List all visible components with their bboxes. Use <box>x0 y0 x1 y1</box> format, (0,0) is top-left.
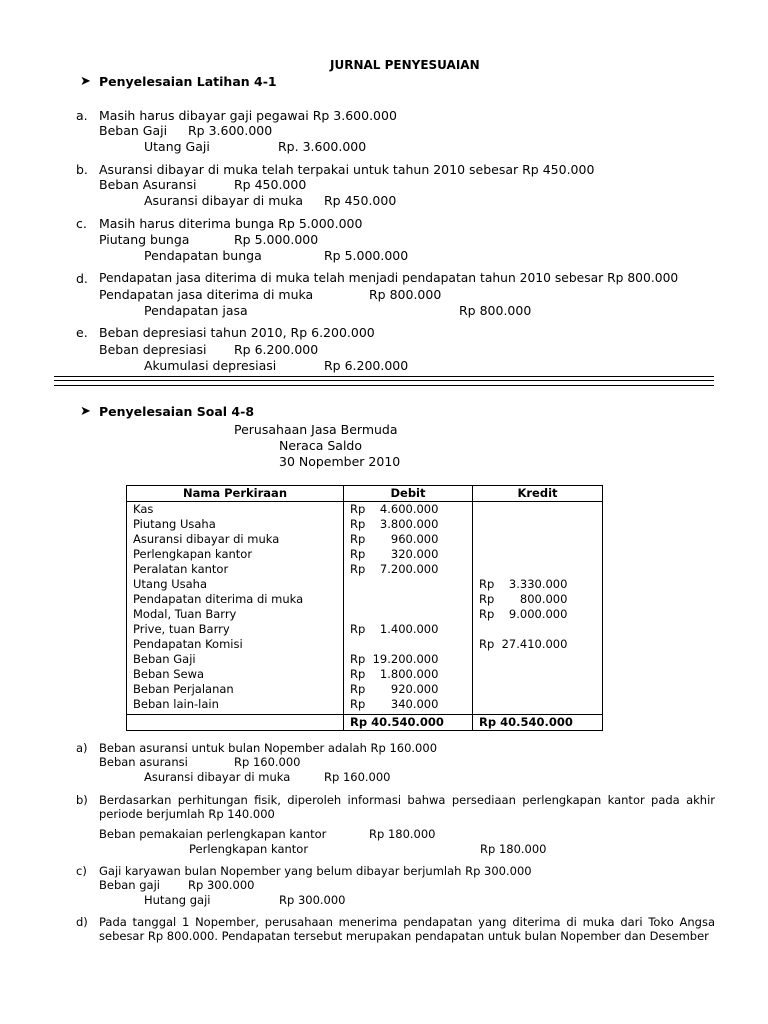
debit-cell: Rp 1.800.000 <box>344 667 473 682</box>
item-text: Masih harus diterima bunga Rp 5.000.000 <box>99 216 363 231</box>
credit-account: Pendapatan bunga <box>144 248 262 263</box>
credit-amount: Rp 300.000 <box>279 893 346 907</box>
item-letter: b. <box>76 162 88 177</box>
debit-amount: Rp 160.000 <box>234 755 301 769</box>
debit-cell: Rp 3.800.000 <box>344 517 473 532</box>
credit-account: Akumulasi depresiasi <box>144 358 277 373</box>
item-letter: d. <box>76 271 88 286</box>
debit-cell: Rp 19.200.000 <box>344 652 473 667</box>
credit-account: Pendapatan jasa <box>144 303 248 318</box>
table-row <box>127 502 603 518</box>
item-text: Masih harus dibayar gaji pegawai Rp 3.600.000 <box>99 108 397 123</box>
item-text: Beban depresiasi tahun 2010, Rp 6.200.000 <box>99 325 375 340</box>
table-row <box>127 697 603 715</box>
debit-account: Beban asuransi <box>99 755 188 769</box>
column-header: Debit <box>344 486 473 502</box>
credit-cell <box>473 622 603 637</box>
item-letter: a) <box>76 741 88 755</box>
debit-account: Beban pemakaian perlengkapan kantor <box>99 827 327 841</box>
debit-cell: Rp 7.200.000 <box>344 562 473 577</box>
item-letter: c. <box>76 216 87 231</box>
item-text: Beban asuransi untuk bulan Nopember adalah Rp 160.000 <box>99 741 438 755</box>
table-row <box>127 562 603 577</box>
credit-account: Hutang gaji <box>144 893 211 907</box>
debit-account: Piutang bunga <box>99 232 190 247</box>
table-row <box>127 607 603 622</box>
credit-amount: Rp 5.000.000 <box>324 248 409 263</box>
account-name: Utang Usaha <box>127 577 344 592</box>
item-text: Asuransi dibayar di muka telah terpakai untuk tahun 2010 sebesar Rp 450.000 <box>99 162 595 177</box>
credit-amount: Rp 160.000 <box>324 770 391 784</box>
table-total-row <box>127 715 603 731</box>
item-letter: d) <box>76 915 88 929</box>
column-header: Kredit <box>473 486 603 502</box>
debit-account: Beban gaji <box>99 878 160 892</box>
account-name: Kas <box>127 502 344 518</box>
credit-account: Asuransi dibayar di muka <box>144 770 291 784</box>
credit-cell <box>473 697 603 715</box>
account-name: Pendapatan Komisi <box>127 637 344 652</box>
account-name: Beban Gaji <box>127 652 344 667</box>
credit-cell <box>473 517 603 532</box>
debit-cell: Rp 340.000 <box>344 697 473 715</box>
debit-cell <box>344 607 473 622</box>
account-name: Modal, Tuan Barry <box>127 607 344 622</box>
debit-cell <box>344 577 473 592</box>
table-row <box>127 517 603 532</box>
page-title: JURNAL PENYESUAIAN <box>330 58 480 72</box>
table-row <box>127 682 603 697</box>
total-label <box>127 715 344 731</box>
table-row <box>127 532 603 547</box>
account-name: Peralatan kantor <box>127 562 344 577</box>
debit-cell: Rp 4.600.000 <box>344 502 473 518</box>
trial-balance-table <box>126 485 603 731</box>
table-row <box>127 577 603 592</box>
credit-amount: Rp 180.000 <box>480 842 547 856</box>
credit-cell: Rp 3.330.000 <box>473 577 603 592</box>
credit-cell: Rp 27.410.000 <box>473 637 603 652</box>
section2-heading: Penyelesaian Soal 4-8 <box>99 404 255 419</box>
total-credit: Rp 40.540.000 <box>473 715 603 731</box>
credit-amount: Rp. 3.600.000 <box>278 139 367 154</box>
credit-amount: Rp 800.000 <box>459 303 532 318</box>
arrow-bullet-icon: ➤ <box>80 404 91 419</box>
separator-rule <box>54 376 714 386</box>
debit-amount: Rp 450.000 <box>234 177 307 192</box>
table-header-row <box>127 486 603 502</box>
credit-amount: Rp 6.200.000 <box>324 358 409 373</box>
debit-amount: Rp 800.000 <box>369 287 442 302</box>
table-row <box>127 547 603 562</box>
account-name: Piutang Usaha <box>127 517 344 532</box>
credit-cell: Rp 9.000.000 <box>473 607 603 622</box>
debit-cell: Rp 960.000 <box>344 532 473 547</box>
credit-amount: Rp 450.000 <box>324 193 397 208</box>
credit-cell <box>473 682 603 697</box>
account-name: Asuransi dibayar di muka <box>127 532 344 547</box>
debit-cell <box>344 592 473 607</box>
item-text: Pendapatan jasa diterima di muka telah menjadi pendapatan tahun 2010 sebesar Rp 800.000 <box>99 271 679 285</box>
item-letter: b) <box>76 793 88 807</box>
credit-cell: Rp 800.000 <box>473 592 603 607</box>
credit-account: Utang Gaji <box>144 139 210 154</box>
item-text: Berdasarkan perhitungan fisik, diperoleh informasi bahwa persediaan perlengkapan kantor pada akhir periode berjumlah Rp 140.000 <box>99 793 715 821</box>
account-name: Beban lain-lain <box>127 697 344 715</box>
debit-account: Beban Gaji <box>99 123 168 138</box>
credit-account: Perlengkapan kantor <box>189 842 309 856</box>
account-name: Pendapatan diterima di muka <box>127 592 344 607</box>
item-letter: e. <box>76 325 88 340</box>
report-name: Neraca Saldo <box>279 438 362 453</box>
item-letter: c) <box>76 864 87 878</box>
report-date: 30 Nopember 2010 <box>279 454 401 469</box>
item-text: Gaji karyawan bulan Nopember yang belum dibayar berjumlah Rp 300.000 <box>99 864 532 878</box>
credit-cell <box>473 502 603 518</box>
debit-cell: Rp 920.000 <box>344 682 473 697</box>
company-name: Perusahaan Jasa Bermuda <box>234 422 398 437</box>
debit-amount: Rp 3.600.000 <box>188 123 273 138</box>
debit-cell: Rp 320.000 <box>344 547 473 562</box>
credit-account: Asuransi dibayar di muka <box>144 193 303 208</box>
debit-amount: Rp 6.200.000 <box>234 342 319 357</box>
credit-cell <box>473 667 603 682</box>
table-row <box>127 622 603 637</box>
debit-amount: Rp 5.000.000 <box>234 232 319 247</box>
credit-cell <box>473 652 603 667</box>
credit-cell <box>473 532 603 547</box>
debit-account: Pendapatan jasa diterima di muka <box>99 287 314 302</box>
table-row <box>127 667 603 682</box>
debit-amount: Rp 300.000 <box>188 878 255 892</box>
total-debit: Rp 40.540.000 <box>344 715 473 731</box>
item-text: Pada tanggal 1 Nopember, perusahaan menerima pendapatan yang diterima di muka dari Toko Angsa sebesar Rp 800.000. Pendapatan tersebut merupakan pendapatan untuk bulan Nopember dan Desember <box>99 915 715 943</box>
arrow-bullet-icon: ➤ <box>80 74 91 89</box>
debit-cell: Rp 1.400.000 <box>344 622 473 637</box>
credit-cell <box>473 547 603 562</box>
account-name: Perlengkapan kantor <box>127 547 344 562</box>
table-row <box>127 592 603 607</box>
item-letter: a. <box>76 108 88 123</box>
table-row <box>127 637 603 652</box>
account-name: Beban Perjalanan <box>127 682 344 697</box>
section1-heading: Penyelesaian Latihan 4-1 <box>99 74 277 89</box>
account-name: Beban Sewa <box>127 667 344 682</box>
account-name: Prive, tuan Barry <box>127 622 344 637</box>
debit-account: Beban depresiasi <box>99 342 207 357</box>
debit-amount: Rp 180.000 <box>369 827 436 841</box>
table-row <box>127 652 603 667</box>
debit-account: Beban Asuransi <box>99 177 197 192</box>
debit-cell <box>344 637 473 652</box>
column-header: Nama Perkiraan <box>127 486 344 502</box>
credit-cell <box>473 562 603 577</box>
